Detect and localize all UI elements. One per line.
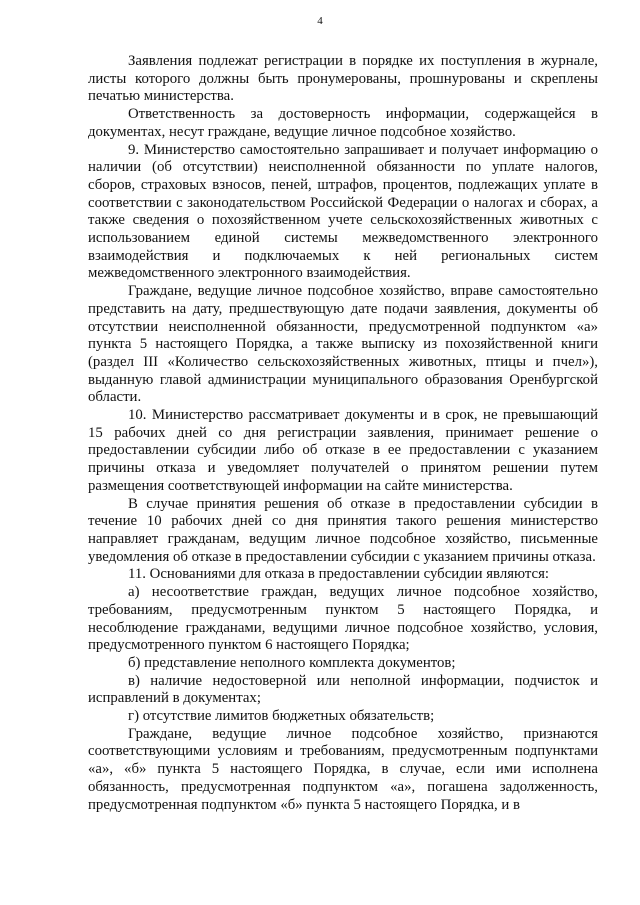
paragraph-responsibility: Ответственность за достоверность информации, содержащейся в документах, несут граждане, ведущие личное подсобное хозяйство. (88, 106, 598, 140)
paragraph-subitem-b: б) представление неполного комплекта документов; (128, 654, 456, 671)
paragraph-item-9: 9. Министерство самостоятельно запрашивает и получает информацию о наличии (об отсутствии) неисполненной обязанности по уплате налогов, сборов, страховых взносов, пеней, штрафов, процентов, подлежащих уплате в соответствии с законодательством Российской Федерации о налогах и сборах, а также сведения о похозяйственном учете сельскохозяйственных животных с использованием единой системы межведомственного электронного взаимодействия и подключаемых к ней региональных систем межведомственного электронного взаимодействия. (88, 141, 598, 282)
paragraph-subitem-v: в) наличие недостоверной или неполной информации, подчисток и исправлений в документах; (88, 672, 598, 707)
paragraph-registration: Заявления подлежат регистрации в порядке их поступления в журнале, листы которого должны быть пронумерованы, прошнурованы и скреплены печатью министерства. (88, 53, 598, 105)
paragraph-subitem-a: а) несоответствие граждан, ведущих личное подсобное хозяйство, требованиям, предусмотренным пунктом 5 настоящего Порядка, и несоблюдение гражданами, ведущими личное подсобное хозяйство, условия, предусмотренного пунктом 6 настоящего Порядка; (88, 584, 598, 654)
paragraph-citizens-right: Граждане, ведущие личное подсобное хозяйство, вправе самостоятельно представить на дату, предшествующую дате подачи заявления, документы об отсутствии неисполненной обязанности, предусмотренной подпунктом «а» пункта 5 настоящего Порядка, а также выписку из похозяйственной книги (раздел III «Количество сельскохозяйственных животных, птицы и пчел»), выданную главой администрации муниципального образования Оренбургской области. (88, 283, 598, 406)
paragraph-item-10: 10. Министерство рассматривает документы и в срок, не превышающий 15 рабочих дней со дня регистрации заявления, принимает решение о предоставлении субсидии либо об отказе в ее предоставлении с указанием причины отказа и уведомляет получателей о принятом решении путем размещения соответствующей информации на сайте министерства. (88, 407, 598, 494)
page-number: 4 (317, 15, 323, 27)
paragraph-item-11: 11. Основаниями для отказа в предоставлении субсидии являются: (128, 566, 550, 583)
document-body (88, 53, 598, 814)
paragraph-refusal-notice: В случае принятия решения об отказе в предоставлении субсидии в течение 10 рабочих дней со дня принятия такого решения министерство направляет гражданам, ведущим личное подсобное хозяйство, письменные уведомления об отказе в предоставлении субсидии с указанием причины отказа. (88, 495, 598, 565)
paragraph-subitem-g: г) отсутствие лимитов бюджетных обязательств; (128, 708, 435, 725)
paragraph-compliance: Граждане, ведущие личное подсобное хозяйство, признаются соответствующими условиям и требованиям, предусмотренным подпунктами «а», «б» пункта 5 настоящего Порядка, в случае, если ими исполнена обязанность, предусмотренная подпунктом «а», погашена задолженность, предусмотренная подпунктом «б» пункта 5 настоящего Порядка, и в (88, 725, 598, 813)
